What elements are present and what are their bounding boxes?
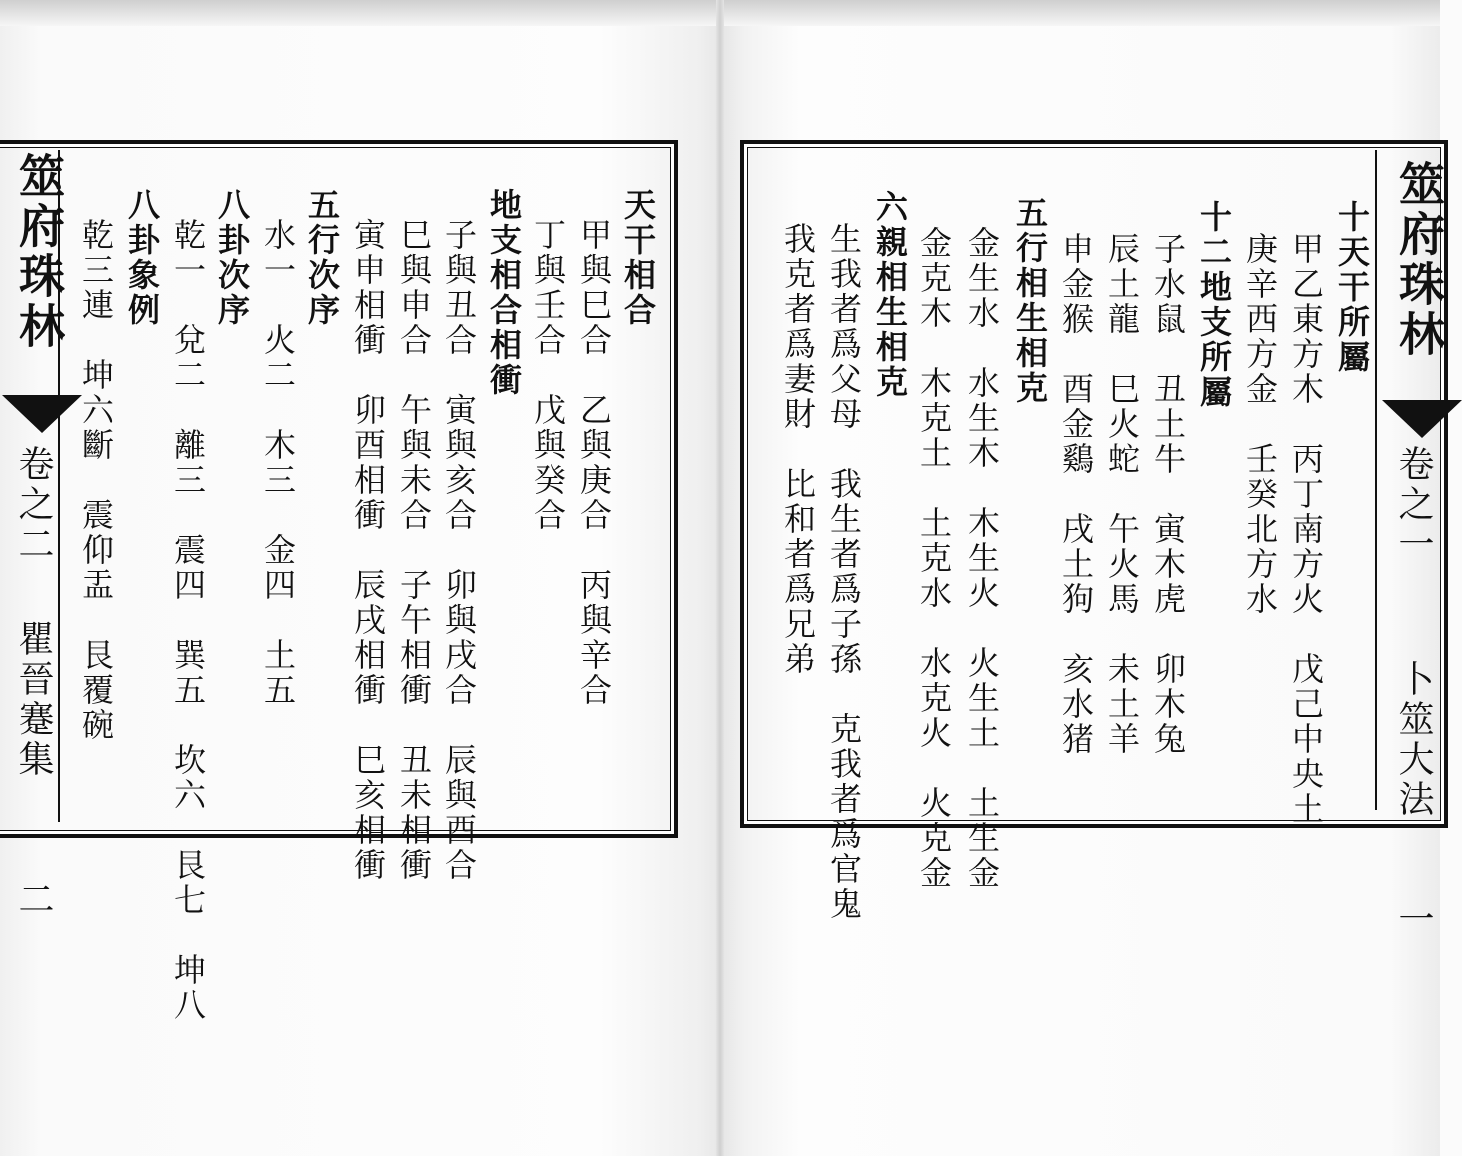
right-col-1-heading: 十天干所屬 [1333, 200, 1371, 375]
right-spine-title: 筮府珠林 [1392, 160, 1446, 360]
left-col-11: 乾一 兌二 離三 震四 巽五 坎六 艮七 坤八 [169, 218, 207, 1023]
right-col-7: 申金猴 酉金鷄 戌土狗 亥水猪 [1057, 232, 1095, 757]
left-spine-title: 筮府珠林 [12, 152, 66, 352]
left-col-13: 乾三連 坤六斷 震仰盂 艮覆碗 [77, 218, 115, 743]
left-col-12-heading: 八卦象例 [123, 188, 161, 328]
left-spine-page-number: 二 [13, 880, 54, 920]
left-col-8-heading: 五行次序 [303, 188, 341, 328]
left-col-4-heading: 地支相合相衝 [485, 188, 523, 398]
book-gutter [716, 0, 724, 1156]
left-col-3: 丁與壬合 戊與癸合 [529, 218, 567, 533]
right-spine-page-number: 一 [1393, 900, 1434, 940]
right-col-13: 我克者爲妻財 比和者爲兄弟 [779, 222, 817, 677]
left-col-2: 甲與巳合 乙與庚合 丙與辛合 [575, 218, 613, 708]
right-col-11-heading: 六親相生相克 [871, 190, 909, 400]
right-col-9: 金生水 水生木 木生火 火生土 土生金 [963, 226, 1001, 891]
left-col-6: 巳與申合 午與未合 子午相衝 丑未相衝 [395, 218, 433, 883]
left-col-10-heading: 八卦次序 [213, 188, 251, 328]
right-spine-rule [1375, 150, 1377, 810]
right-spine-volume: 卷之一 [1393, 445, 1434, 565]
right-col-6: 辰土龍 巳火蛇 午火馬 未土羊 [1103, 232, 1141, 757]
left-spine-fishtail [2, 395, 82, 433]
right-col-5: 子水鼠 丑土牛 寅木虎 卯木兔 [1149, 232, 1187, 757]
right-col-4-heading: 十二地支所屬 [1195, 200, 1233, 410]
left-col-7: 寅申相衝 卯酉相衝 辰戌相衝 巳亥相衝 [349, 218, 387, 883]
right-col-12: 生我者爲父母 我生者爲子孫 克我者爲官鬼 [825, 222, 863, 922]
left-col-1-heading: 天干相合 [619, 188, 657, 328]
left-spine-author: 瞿晉蹇集 [13, 620, 54, 780]
right-spine-section: 卜筮大法 [1393, 660, 1434, 820]
left-col-9: 水一 火二 木三 金四 土五 [259, 218, 297, 708]
right-col-10: 金克木 木克土 土克水 水克火 火克金 [915, 226, 953, 891]
right-spine-fishtail [1382, 400, 1462, 438]
left-col-5: 子與丑合 寅與亥合 卯與戌合 辰與酉合 [440, 218, 478, 883]
right-col-3: 庚辛西方金 壬癸北方水 [1241, 232, 1279, 617]
right-col-8-heading: 五行相生相克 [1011, 196, 1049, 406]
left-spine-volume: 卷之二 [13, 445, 54, 565]
right-col-2: 甲乙東方木 丙丁南方火 戊己中央土 [1287, 232, 1325, 827]
